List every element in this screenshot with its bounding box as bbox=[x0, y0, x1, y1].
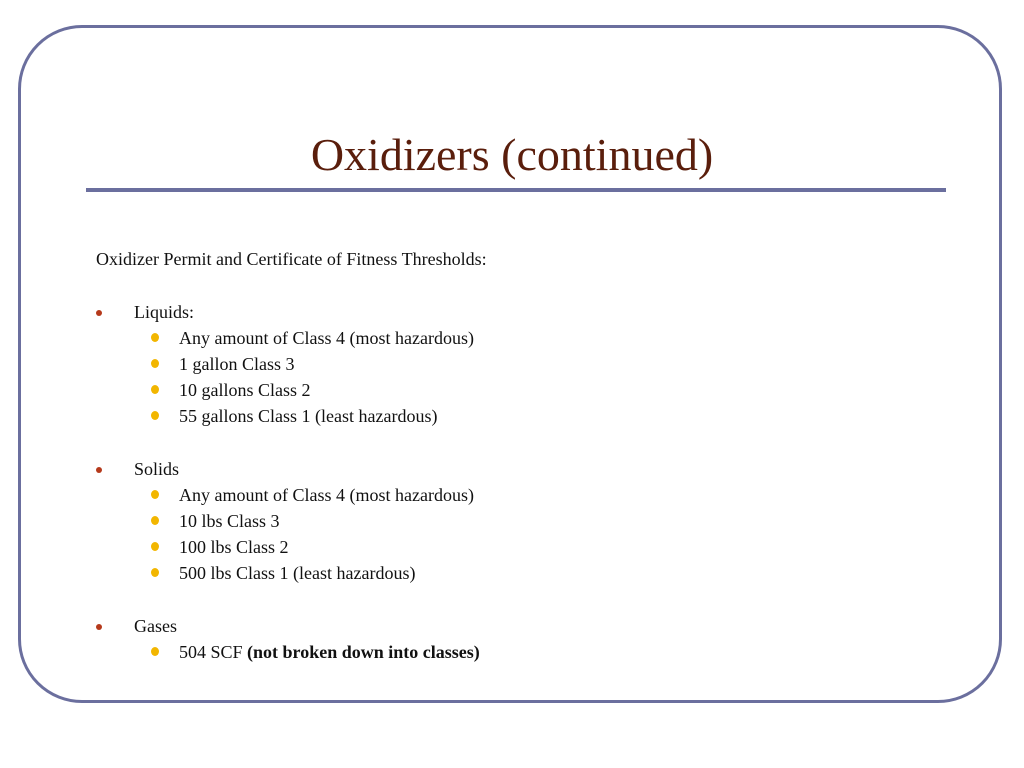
sub-bullet-item bbox=[96, 482, 956, 508]
bullet-label: Liquids: bbox=[134, 302, 195, 322]
bullet-item bbox=[96, 456, 956, 482]
dot-bullet-icon bbox=[96, 624, 102, 630]
intro-text: Oxidizer Permit and Certificate of Fitness Thresholds: bbox=[96, 249, 487, 269]
dot-bullet-icon bbox=[151, 647, 159, 656]
sub-bullet-text: 10 gallons Class 2 bbox=[179, 380, 311, 400]
dot-bullet-icon bbox=[151, 516, 159, 525]
sub-bullet-item bbox=[96, 403, 956, 429]
sub-bullet-text: Any amount of Class 4 (most hazardous) bbox=[179, 328, 474, 348]
sub-bullet-item bbox=[96, 325, 956, 351]
sub-bullet-text: 500 lbs Class 1 (least hazardous) bbox=[179, 563, 416, 583]
sub-bullet-text: 55 gallons Class 1 (least hazardous) bbox=[179, 406, 438, 426]
bullet-item bbox=[96, 613, 956, 639]
dot-bullet-icon bbox=[151, 490, 159, 499]
slide-title: Oxidizers (continued) bbox=[310, 129, 714, 180]
bullet-label: Gases bbox=[134, 616, 177, 636]
sub-bullet-text: 1 gallon Class 3 bbox=[179, 354, 295, 374]
dot-bullet-icon bbox=[151, 568, 159, 577]
dot-bullet-icon bbox=[151, 385, 159, 394]
dot-bullet-icon bbox=[96, 467, 102, 473]
dot-bullet-icon bbox=[151, 411, 159, 420]
sub-bullet-item bbox=[96, 639, 956, 665]
dot-bullet-icon bbox=[96, 310, 102, 316]
sub-bullet-text: 504 SCF bbox=[179, 642, 248, 662]
sub-bullet-text: 10 lbs Class 3 bbox=[179, 511, 280, 531]
group-liquids bbox=[96, 299, 956, 429]
dot-bullet-icon bbox=[151, 333, 159, 342]
bullet-label: Solids bbox=[134, 459, 180, 479]
sub-bullet-text: Any amount of Class 4 (most hazardous) bbox=[179, 485, 474, 505]
dot-bullet-icon bbox=[151, 359, 159, 368]
sub-bullet-bold-text: (not broken down into classes) bbox=[247, 642, 480, 662]
sub-bullet-item bbox=[96, 377, 956, 403]
sub-bullet-item bbox=[96, 534, 956, 560]
group-gases bbox=[96, 613, 956, 665]
bullet-item bbox=[96, 299, 956, 325]
title-underline bbox=[86, 188, 946, 192]
dot-bullet-icon bbox=[151, 542, 159, 551]
sub-bullet-item bbox=[96, 351, 956, 377]
sub-bullet-text: 100 lbs Class 2 bbox=[179, 537, 289, 557]
sub-bullet-item bbox=[96, 560, 956, 586]
sub-bullet-item bbox=[96, 508, 956, 534]
group-solids bbox=[96, 456, 956, 586]
slide-content bbox=[96, 246, 956, 665]
